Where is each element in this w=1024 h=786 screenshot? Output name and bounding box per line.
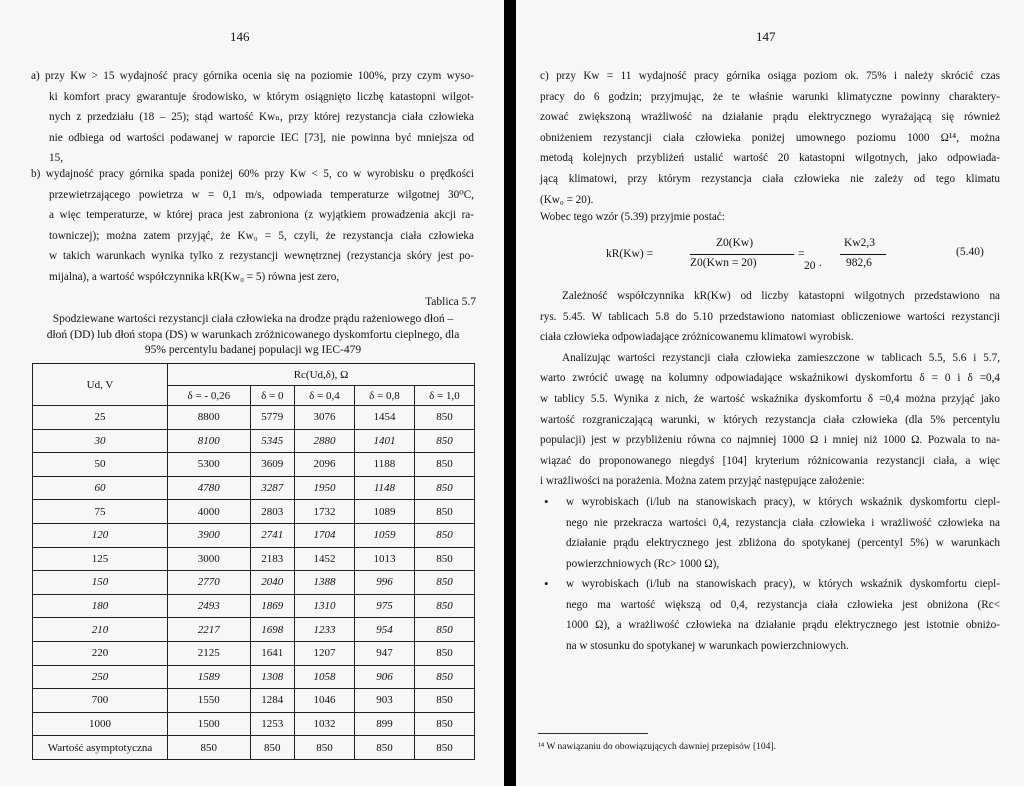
table-row — [33, 500, 475, 524]
text-line: obniżeniem rezystancji ciała człowieka poniżej umownego poziomu 1000 Ω¹⁴, można — [540, 131, 1000, 144]
caption-line: 95% percentylu badanej populacji wg IEC-479 — [144, 344, 362, 357]
resistance-cell: 1284 — [250, 689, 294, 713]
text-line: w tablicy 5.5. Wynika z nich, że wartość wskaźnika dyskomfortu δ =0,4 można przyjąć jako — [540, 392, 1000, 405]
text-line: w wyrobiskach (i/lub na stanowiskach pracy), w których wskaźnik dyskomfortu ciepl- — [566, 578, 1000, 590]
resistance-cell: 850 — [414, 571, 474, 595]
text-line: (Kw₀ = 20). — [540, 193, 594, 206]
voltage-cell: 220 — [33, 641, 168, 665]
resistance-cell: 906 — [354, 665, 414, 689]
text-line: na w stosunku do spotykanej w warunkach powierzchniowych. — [566, 639, 849, 652]
resistance-cell: 850 — [414, 523, 474, 547]
text-line: zować zwiększoną wrażliwość na działanie prądu elektrycznego wyrażającą się również — [540, 111, 1000, 124]
voltage-cell: 75 — [33, 500, 168, 524]
resistance-cell: 3287 — [250, 476, 294, 500]
voltage-cell: 180 — [33, 594, 168, 618]
resistance-cell: 2096 — [294, 453, 354, 477]
column-header: δ = 0,4 — [294, 386, 354, 406]
body-text — [540, 286, 1000, 492]
resistance-cell: 1148 — [354, 476, 414, 500]
resistance-cell: 1950 — [294, 476, 354, 500]
text-line: b) wydajność pracy górnika spada poniżej 60% przy Kw < 5, co w wyrobisku o prędkości — [31, 168, 474, 180]
text-line: ki komfort pracy gwarantuje środowisko, w którym osiągnięto liczbę katastopni wilgot- — [49, 90, 474, 103]
formula-numerator: Z0(Kw) — [716, 237, 754, 249]
voltage-cell: 30 — [33, 429, 168, 453]
column-header: δ = 0,8 — [354, 386, 414, 406]
text-line: a więc temperaturze, w której praca jest zabroniona (z wyjątkiem prowadzenia akcji ra- — [49, 209, 474, 222]
text-line: a) przy Kw > 15 wydajność pracy górnika ocenia się na poziomie 100%, przy czym wyso- — [31, 70, 474, 82]
formula-denominator-factor: 20 · — [804, 260, 823, 272]
table-row — [33, 665, 475, 689]
resistance-cell: 1058 — [294, 665, 354, 689]
resistance-cell: 1310 — [294, 594, 354, 618]
resistance-cell: 1388 — [294, 571, 354, 595]
fraction-line — [840, 254, 886, 255]
resistance-cell: 850 — [414, 406, 474, 430]
column-header: δ = 0 — [250, 386, 294, 406]
text-line: Analizując wartości rezystancji ciała człowieka zamieszczone w tablicach 5.5, 5.6 i 5.7, — [562, 351, 1000, 364]
resistance-cell: 4780 — [168, 476, 251, 500]
text-line: nych z przedziału (18 – 25); stąd wartość Kwₙ, przy której rezystancja ciała człowieka — [49, 111, 474, 124]
formula-lhs: kR(Kw) = — [606, 248, 654, 260]
voltage-cell: 1000 — [33, 712, 168, 736]
resistance-cell: 5345 — [250, 429, 294, 453]
text-line: Zależność współczynnika kR(Kw) od liczby katastopni wilgotnych przedstawiono na — [562, 290, 1000, 302]
column-header: δ = 1,0 — [414, 386, 474, 406]
voltage-cell: 25 — [33, 406, 168, 430]
text-line: powierzchniowych (Rc> 1000 Ω), — [566, 557, 720, 570]
resistance-cell: 975 — [354, 594, 414, 618]
table-row — [33, 641, 475, 665]
resistance-cell: 850 — [168, 736, 251, 760]
text-line: w takich warunkach wynika tylko z rezystancji wewnętrznej (rezystancja skóry jest po- — [49, 250, 474, 263]
resistance-cell: 850 — [294, 736, 354, 760]
voltage-cell: 700 — [33, 689, 168, 713]
formula-denominator: Z0(Kwn = 20) — [690, 257, 757, 269]
resistance-cell: 1454 — [354, 406, 414, 430]
resistance-cell: 2770 — [168, 571, 251, 595]
text-line: pracy do 6 godzin; przyjmując, że te właśnie warunki klimatyczne powinny charaktery- — [540, 90, 1000, 103]
text-line: warto zwrócić uwagę na kolumny odpowiadające wskaźnikowi dyskomfortu δ = 0 i δ =0,4 — [540, 372, 1000, 385]
text-line: wiązać do proponowanego niegdyś [104] kryterium różnicowania rezystancji ciała, a więc — [540, 454, 1000, 467]
table-row — [33, 406, 475, 430]
voltage-cell: 150 — [33, 571, 168, 595]
text-line: przewietrzającego powietrza w = 0,1 m/s, odpowiada temperaturze wilgotnej 30⁰C, — [49, 188, 474, 201]
voltage-cell: 125 — [33, 547, 168, 571]
resistance-cell: 1641 — [250, 641, 294, 665]
resistance-cell: 2803 — [250, 500, 294, 524]
page-number: 147 — [756, 29, 776, 44]
text-line: mijalna), a wartość współczynnika kR(Kw₀ = 5) równa jest zero, — [49, 270, 340, 283]
resistance-cell: 2741 — [250, 523, 294, 547]
resistance-cell: 3076 — [294, 406, 354, 430]
voltage-cell: 60 — [33, 476, 168, 500]
formula-equals: = — [798, 248, 805, 260]
table-row — [33, 547, 475, 571]
page-gutter — [504, 0, 516, 786]
resistance-cell: 850 — [250, 736, 294, 760]
resistance-cell: 1704 — [294, 523, 354, 547]
resistance-cell: 947 — [354, 641, 414, 665]
resistance-cell: 2880 — [294, 429, 354, 453]
formula-5-40 — [606, 237, 1006, 277]
bullet-item-2 — [566, 574, 1000, 656]
row-header-cell: Ud, V — [33, 364, 168, 406]
footnote: ¹⁴ W nawiązaniu do obowiązujących dawniej przepisów [104]. — [538, 742, 776, 752]
text-line: i wrażliwości na porażenia. Można zatem przyjąć następujące założenie: — [540, 475, 865, 488]
voltage-cell: 210 — [33, 618, 168, 642]
text-line: jącą klimatowi, przy którym rezystancja ciała człowieka nie zależy od tego klimatu — [540, 172, 1000, 185]
right-page — [516, 0, 1024, 786]
text-line: rys. 5.45. W tablicach 5.8 do 5.10 przedstawiono natomiast obliczeniowe wartości rezystancji — [540, 310, 1000, 323]
table-row — [33, 476, 475, 500]
resistance-cell: 850 — [414, 453, 474, 477]
text-line: ciała człowieka odpowiadające zróżnicowanemu klimatowi wyrobisk. — [540, 331, 854, 344]
resistance-cell: 8800 — [168, 406, 251, 430]
voltage-cell: Wartość asymptotyczna — [33, 736, 168, 760]
resistance-cell: 1308 — [250, 665, 294, 689]
resistance-cell: 1253 — [250, 712, 294, 736]
table-row — [33, 712, 475, 736]
text-line: Wobec tego wzór (5.39) przyjmie postać: — [540, 211, 725, 223]
resistance-cell: 1188 — [354, 453, 414, 477]
table-row — [33, 571, 475, 595]
voltage-cell: 50 — [33, 453, 168, 477]
bullet-dot: • — [544, 576, 549, 591]
text-line: nego ma wartość większą od 0,4, rezystancja ciała człowieka jest obniżona (Rc< — [566, 598, 1000, 611]
table-row — [33, 689, 475, 713]
bullet-dot: • — [544, 494, 549, 509]
fraction-line — [690, 254, 794, 255]
resistance-cell: 850 — [414, 689, 474, 713]
resistance-cell: 1732 — [294, 500, 354, 524]
resistance-cell: 4000 — [168, 500, 251, 524]
resistance-cell: 1046 — [294, 689, 354, 713]
resistance-cell: 1698 — [250, 618, 294, 642]
table-row — [33, 429, 475, 453]
caption-line: Spodziewane wartości rezystancji ciała człowieka na drodze prądu rażeniowego dłoń – — [52, 313, 454, 325]
resistance-cell: 1233 — [294, 618, 354, 642]
text-line: nie odbiega od wartości podawanej w raporcie IEC [73], nie powinna być mniejsza od — [49, 131, 474, 144]
resistance-cell: 850 — [414, 429, 474, 453]
resistance-cell: 850 — [414, 665, 474, 689]
resistance-cell: 3900 — [168, 523, 251, 547]
text-line: towniczej); można zatem przyjąć, że Kw₀ = 5, czyli, że rezystancja ciała człowieka — [49, 229, 474, 242]
text-line: nego nie przekracza wartości 0,4, rezystancja ciała człowieka i wrażliwość człowieka na — [566, 516, 1000, 529]
table-row — [33, 453, 475, 477]
group-header-cell: Rc(Ud,δ), Ω — [168, 364, 475, 386]
resistance-cell: 5779 — [250, 406, 294, 430]
resistance-cell: 1032 — [294, 712, 354, 736]
resistance-cell: 1089 — [354, 500, 414, 524]
left-page — [0, 0, 504, 786]
text-line: w wyrobiskach (i/lub na stanowiskach pracy), w których wskaźnik dyskomfortu ciepl- — [566, 496, 1000, 508]
paragraph-a — [31, 66, 474, 169]
resistance-cell: 1401 — [354, 429, 414, 453]
resistance-cell: 850 — [414, 547, 474, 571]
table-row — [33, 594, 475, 618]
text-line: działanie prądu elektrycznego jest zbliżona do spotykanej (percentyl 5%) w warunkach — [566, 537, 1000, 550]
caption-line: dłoń (DD) lub dłoń stopa (DS) w warunkach zróżnicowanego dyskomfortu cieplnego, dla — [46, 328, 460, 341]
resistance-cell: 2217 — [168, 618, 251, 642]
resistance-cell: 850 — [414, 712, 474, 736]
formula-denominator: 982,6 — [846, 257, 872, 269]
resistance-cell: 903 — [354, 689, 414, 713]
voltage-cell: 120 — [33, 523, 168, 547]
text-line: 15, — [49, 152, 63, 165]
resistance-cell: 850 — [414, 618, 474, 642]
resistance-cell: 850 — [414, 594, 474, 618]
resistance-cell: 1207 — [294, 641, 354, 665]
paragraph-c — [540, 66, 1000, 210]
column-header: δ = - 0,26 — [168, 386, 251, 406]
resistance-cell: 2183 — [250, 547, 294, 571]
resistance-cell: 2040 — [250, 571, 294, 595]
voltage-cell: 250 — [33, 665, 168, 689]
resistance-cell: 1550 — [168, 689, 251, 713]
resistance-cell: 1013 — [354, 547, 414, 571]
text-line: populacji) jest w przybliżeniu równa co najmniej 1000 Ω i mniej niż 1000 Ω. Pozwala to na- — [540, 434, 1000, 447]
resistance-cell: 850 — [414, 500, 474, 524]
text-line: c) przy Kw = 11 wydajność pracy górnika osiąga poziom ok. 75% i należy skrócić czas — [540, 70, 1000, 82]
bullet-item-1 — [566, 492, 1000, 574]
resistance-cell: 5300 — [168, 453, 251, 477]
resistance-cell: 3000 — [168, 547, 251, 571]
page-number: 146 — [230, 29, 250, 44]
resistance-table — [32, 363, 475, 760]
footnote-rule — [538, 733, 648, 734]
resistance-cell: 1452 — [294, 547, 354, 571]
resistance-cell: 2125 — [168, 641, 251, 665]
paragraph-b — [31, 164, 474, 288]
resistance-cell: 850 — [414, 736, 474, 760]
resistance-cell: 954 — [354, 618, 414, 642]
resistance-cell: 850 — [414, 641, 474, 665]
resistance-cell: 1059 — [354, 523, 414, 547]
text-line: metodą kolejnych przybliżeń ustalić wartość 20 katastopni wilgotnych, jako odpowiada- — [540, 152, 1000, 165]
resistance-cell: 850 — [354, 736, 414, 760]
formula-intro — [540, 207, 1000, 228]
resistance-cell: 996 — [354, 571, 414, 595]
equation-number: (5.40) — [956, 246, 984, 258]
formula-numerator: Kw2,3 — [844, 237, 875, 249]
resistance-cell: 1500 — [168, 712, 251, 736]
table-row — [33, 523, 475, 547]
resistance-cell: 1869 — [250, 594, 294, 618]
resistance-cell: 2493 — [168, 594, 251, 618]
resistance-cell: 3609 — [250, 453, 294, 477]
resistance-cell: 8100 — [168, 429, 251, 453]
table-caption — [30, 312, 476, 359]
resistance-cell: 1589 — [168, 665, 251, 689]
resistance-cell: 850 — [414, 476, 474, 500]
text-line: wartość rozgraniczającą warunki, w których rezystancja ciała człowieka (dla 5% percentylu — [540, 413, 1000, 426]
table-row — [33, 618, 475, 642]
resistance-cell: 899 — [354, 712, 414, 736]
table-number: Tablica 5.7 — [425, 296, 476, 308]
table-row — [33, 736, 475, 760]
text-line: 1000 Ω), a wrażliwość człowieka na działanie prądu elektrycznego jest istotnie obniżo- — [566, 619, 1000, 632]
